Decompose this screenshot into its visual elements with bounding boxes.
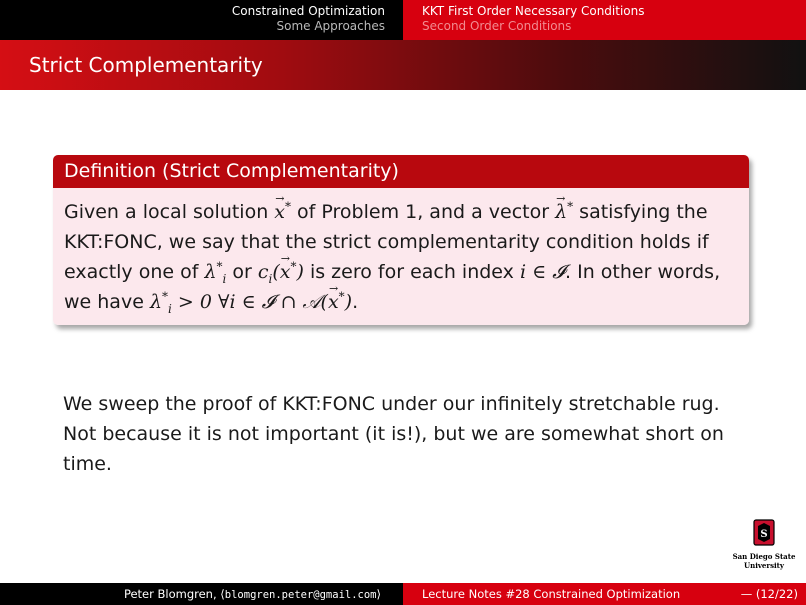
nav-section-kkt-first-order[interactable]: KKT First Order Necessary Conditions <box>422 4 645 18</box>
definition-text-7: . <box>352 291 359 313</box>
definition-text-6: . In other words, we have <box>64 261 721 313</box>
svg-text:S: S <box>760 529 768 540</box>
definition-text-3: satisfying the KKT:FONC, we say that the strict complementarity condition holds if exactly one of <box>64 201 709 283</box>
slide-title: Strict Complementarity <box>29 53 263 77</box>
definition-text-5: is zero for each index <box>303 261 520 283</box>
footer-lecture-title: Lecture Notes #28 Constrained Optimization <box>422 587 681 601</box>
footer-left <box>0 583 403 605</box>
definition-text-4: or <box>226 261 258 283</box>
logo-text-line2: University <box>744 561 784 570</box>
footer-bar <box>0 583 806 605</box>
footer-page-number: — (12/22) <box>740 587 798 601</box>
top-navigation <box>0 0 806 40</box>
definition-heading: Definition (Strict Complementarity) <box>53 155 749 188</box>
footer-author: Peter Blomgren, ⟨blomgren.peter@gmail.com⟩ <box>123 587 381 601</box>
definition-text-2: of Problem 1, and a vector <box>291 201 556 223</box>
author-email[interactable]: blomgren.peter@gmail.com <box>224 589 377 601</box>
math-lambda-star: → λ* <box>555 201 573 223</box>
math-i-in-set: i ∈ 𝓘 <box>519 261 566 283</box>
footer-right <box>403 583 806 605</box>
definition-text-1: Given a local solution <box>64 201 275 223</box>
frame-title-bar <box>0 40 806 90</box>
nav-right-panel <box>403 0 806 40</box>
nav-subsection-some-approaches[interactable]: Some Approaches <box>276 19 385 33</box>
math-strict-inequality: $\lambda^*_i > 0$ ∀i ∈ 𝓘 ∩ 𝒜(→ x*) <box>150 291 352 313</box>
math-x-star: → x* <box>274 201 291 223</box>
nav-left-panel <box>0 0 403 40</box>
definition-body <box>53 188 749 325</box>
author-name: Peter Blomgren, <box>123 587 217 601</box>
math-c-i-x-star: $c_i(\to x^*)$ <box>258 261 304 283</box>
sdsu-logo <box>732 519 796 577</box>
definition-block <box>53 155 749 325</box>
math-lambda-i-star: $\lambda^*_i$ <box>204 259 227 286</box>
nav-subsection-second-order[interactable]: Second Order Conditions <box>422 19 572 33</box>
logo-text-line1: San Diego State <box>732 552 796 561</box>
nav-section-constrained-optimization[interactable]: Constrained Optimization <box>231 4 385 18</box>
body-paragraph: We sweep the proof of KKT:FONC under our infinitely stretchable rug. Not because it is not important (it is!), but we are somewhat short on time. <box>63 393 724 475</box>
